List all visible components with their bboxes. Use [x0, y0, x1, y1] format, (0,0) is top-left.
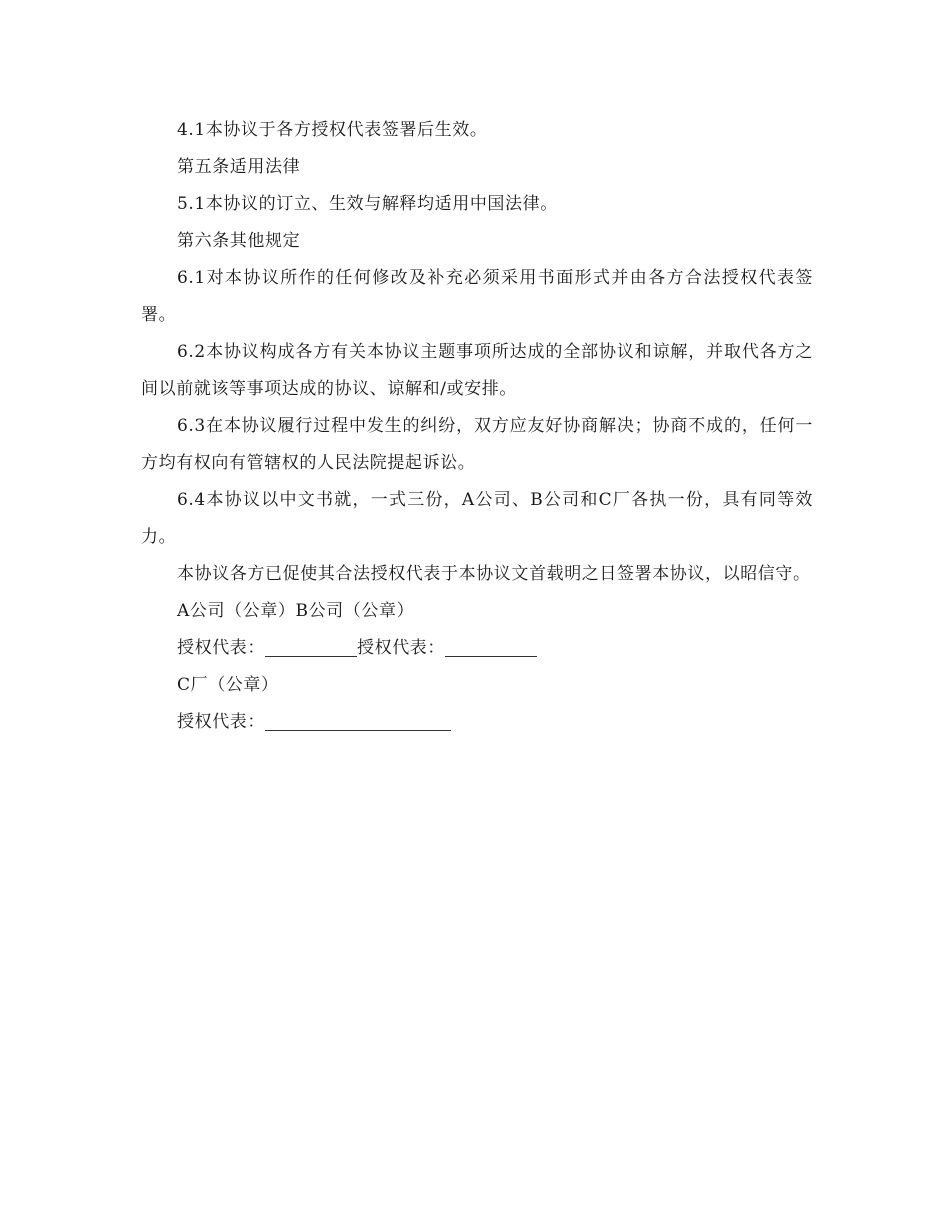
signature-blank: [445, 638, 537, 657]
c-representative-line: [141, 704, 813, 741]
representative-label: 授权代表：: [177, 712, 265, 732]
clause-6-2: 6.2本协议构成各方有关本协议主题事项所达成的全部协议和谅解，并取代各方之间以前就该等事项达成的协议、谅解和/或安排。: [141, 342, 813, 399]
clause-6-1: 6.1对本协议所作的任何修改及补充必须采用书面形式并由各方合法授权代表签署。: [141, 268, 813, 325]
c-factory-seal-line: C厂（公章）: [177, 675, 279, 695]
closing-statement: 本协议各方已促使其合法授权代表于本协议文首载明之日签署本协议，以昭信守。: [177, 564, 811, 584]
article-5-title: 第五条适用法律: [177, 157, 301, 177]
article-6-title: 第六条其他规定: [177, 231, 301, 251]
document-page: [141, 112, 813, 741]
clause-6-3: 6.3在本协议履行过程中发生的纠纷，双方应友好协商解决；协商不成的，任何一方均有权向有管辖权的人民法院提起诉讼。: [141, 416, 813, 473]
ab-company-seal-line: A公司（公章）B公司（公章）: [177, 601, 415, 621]
clause-5-1: 5.1本协议的订立、生效与解释均适用中国法律。: [177, 194, 558, 214]
clause-6-4: 6.4本协议以中文书就，一式三份，A公司、B公司和C厂各执一份，具有同等效力。: [141, 490, 813, 547]
representative-label: 授权代表：: [357, 638, 445, 658]
signature-blank: [265, 638, 357, 657]
representative-label: 授权代表：: [177, 638, 265, 658]
clause-4-1: 4.1本协议于各方授权代表签署后生效。: [177, 120, 488, 140]
ab-representative-line: [141, 630, 813, 667]
signature-blank: [265, 712, 451, 731]
